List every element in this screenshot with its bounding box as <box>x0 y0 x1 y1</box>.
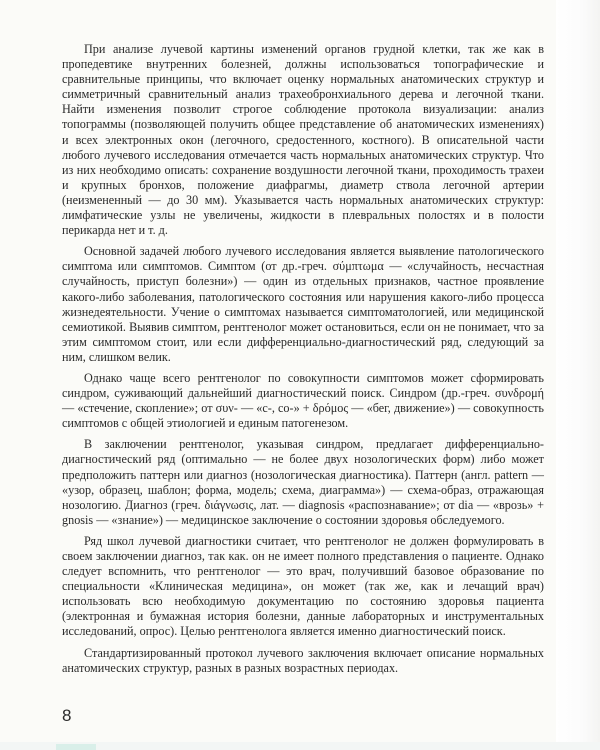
page-edge-shadow <box>556 0 600 750</box>
paragraph-2: Основной задачей любого лучевого исследования является выявление патологического симптома или симптомов. Симптом (от др.-греч. σύμπτωμα — «случайность, несчастная случайность, приступ болезни») — один из отдельных признаков, частное проявление какого-либо заболевания, патологического состояния или нарушения какого-либо процесса жизнедеятельности. Учение о симптомах называется симптоматологией, или медицинской семиотикой. Выявив симптом, рентгенолог может остановиться, если он не понимает, что за этим симптомом стоит, или если дифференциально-диагностический ряд, следующий за ним, слишком велик. <box>62 244 544 364</box>
paragraph-6: Стандартизированный протокол лучевого заключения включает описание нормальных анатомических структур, разных в разных возрастных периодах. <box>62 645 544 675</box>
paragraph-5: Ряд школ лучевой диагностики считает, что рентгенолог не должен формулировать в своем заключении диагноз, так как. он не имеет полного представления о пациенте. Однако следует вспомнить, что рентгенолог — это врач, получивший базовое образование по специальности «Клиническая медицина», он может (так же, как и лечащий врач) использовать всю необходимую документацию по состоянию здоровья пациента (электронная и бумажная история болезни, данные лабораторных и инструментальных исследований, опрос). Целью рентгенолога является именно диагностический поиск. <box>62 533 544 639</box>
page-number: 8 <box>62 706 72 725</box>
paragraph-4: В заключении рентгенолог, указывая синдром, предлагает дифференциально-диагностический ряд (оптимально — не более двух нозологических форм) либо может предположить паттерн или диагноз (нозологическая диагностика). Паттерн (англ. pattern — «узор, образец, шаблон; форма, модель; схема, диаграмма») — схема-образ, отражающая нозологию. Диагноз (греч. διάγνωσις, лат. — diagnosis «распознавание»; от dia — «врозь» + gnosis — «знание») — медицинское заключение о состоянии здоровья обследуемого. <box>62 437 544 527</box>
paragraph-1: При анализе лучевой картины изменений органов грудной клетки, так же как в пропедевтике внутренних болезней, должны использоваться топографические и сравнительные принципы, что включает оценку нормальных анатомических структур и симметричный сравнительный анализ трахеобронхиального дерева и легочной ткани. Найти изменения позволит строгое соблюдение протокола визуализации: анализ топограммы (позволяющей получить общее представление об анатомических изменениях) и всех электронных окон (легочного, средостенного, костного). В описательной части любого лучевого исследования отмечается часть нормальных анатомических структур. Что из них необходимо описать: сохранение воздушности легочной ткани, проходимость трахеи и крупных бронхов, положение диафрагмы, диаметр ствола легочной артерии (неизмененный — до 30 мм). Указывается часть нормальных анатомических структур: лимфатические узлы не увеличены, жидкости в плевральных полостях и в полости перикарда нет и т. д. <box>62 42 544 238</box>
corner-tint <box>56 744 96 750</box>
bottom-edge <box>0 742 600 750</box>
paragraph-3: Однако чаще всего рентгенолог по совокупности симптомов может сформировать синдром, суживающий дальнейший диагностический поиск. Синдром (др.-греч. συνδρομή — «стечение, скопление»; от συν- — «с-, со-» + δρόμος — «бег, движение») — совокупность симптомов с общей этиологией и единым патогенезом. <box>62 370 544 431</box>
body-text <box>62 42 544 682</box>
